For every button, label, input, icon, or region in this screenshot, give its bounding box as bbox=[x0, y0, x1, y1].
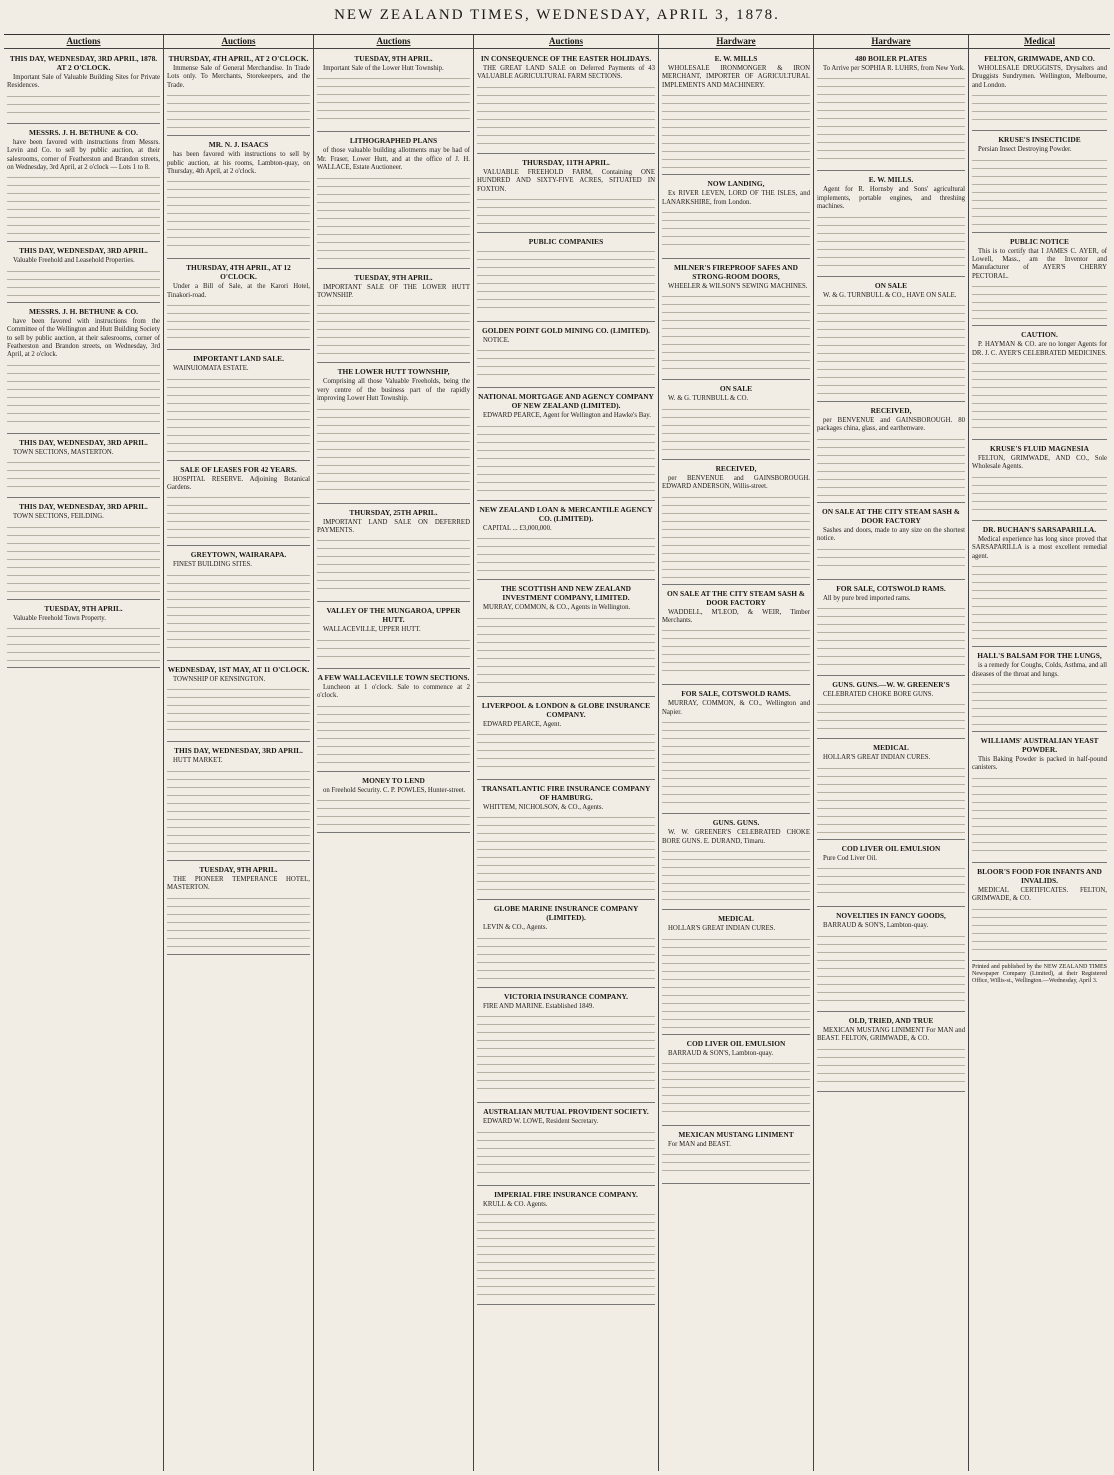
advertisement bbox=[972, 523, 1107, 647]
small-print-lines bbox=[972, 563, 1107, 640]
advertisement bbox=[662, 1128, 810, 1184]
advertisement-heading: MESSRS. J. H. BETHUNE & CO. bbox=[28, 306, 139, 316]
column-heading: Auctions bbox=[4, 35, 163, 49]
advertisement-body: FIRE AND MARINE. Established 1849. bbox=[483, 1002, 595, 1010]
small-print-lines bbox=[477, 935, 655, 981]
advertisement-body: FELTON, GRIMWADE, AND CO., Sole Wholesale Agents. bbox=[972, 455, 1107, 471]
advertisement-heading: THIS DAY, WEDNESDAY, 3RD APRIL. bbox=[174, 746, 303, 756]
advertisement bbox=[317, 134, 470, 268]
advertisement bbox=[662, 912, 810, 1034]
advertisement-body: on Freehold Security. C. P. POWLES, Hunter-street. bbox=[323, 786, 466, 794]
small-print-lines bbox=[317, 537, 470, 595]
advertisement-heading: RECEIVED, bbox=[715, 463, 757, 473]
advertisement bbox=[7, 52, 160, 124]
small-print-lines bbox=[972, 775, 1107, 856]
advertisement-heading: NATIONAL MORTGAGE AND AGENCY COMPANY OF NEW ZEALAND (LIMITED). bbox=[478, 392, 654, 411]
advertisement-heading: WEDNESDAY, 1ST MAY, AT 11 O'CLOCK. bbox=[167, 664, 310, 674]
column-heading: Medical bbox=[969, 35, 1110, 49]
advertisement-body: EDWARD PEARCE, Agent. bbox=[483, 720, 562, 728]
advertisement-body: IMPORTANT SALE OF THE LOWER HUTT TOWNSHIP. bbox=[317, 283, 470, 300]
advertisement-body: W. & G. TURNBULL & CO. bbox=[668, 395, 749, 403]
advertisement bbox=[167, 863, 310, 955]
small-print-lines bbox=[167, 572, 310, 654]
column-2 bbox=[164, 35, 314, 1471]
advertisement-heading: THURSDAY, 4TH APRIL, AT 12 O'CLOCK. bbox=[186, 263, 291, 282]
advertisement-body: LEVIN & CO., Agents. bbox=[483, 924, 548, 932]
advertisement-body: BARRAUD & SON'S, Lambton-quay. bbox=[823, 922, 929, 930]
advertisement-heading: FELTON, GRIMWADE, AND CO. bbox=[984, 54, 1095, 63]
advertisement bbox=[817, 173, 965, 276]
advertisement-heading: MEDICAL bbox=[873, 743, 909, 753]
advertisement-heading: THIS DAY, WEDNESDAY, 3RD APRIL. bbox=[19, 246, 148, 256]
advertisement-heading: ON SALE bbox=[874, 280, 908, 290]
advertisement-body: Sashes and doors, made to any size on the shortest notice. bbox=[817, 526, 965, 543]
advertisement-body: All by pure bred imported rams. bbox=[823, 594, 911, 602]
advertisement-heading: E. W. MILLS. bbox=[868, 175, 914, 185]
advertisement-body: MURRAY, COMMON, & CO., Agents in Wellington. bbox=[483, 604, 631, 612]
advertisement bbox=[817, 741, 965, 839]
small-print-lines bbox=[317, 797, 470, 826]
advertisement bbox=[7, 305, 160, 434]
advertisement-heading: VALLEY OF THE MUNGAROA, UPPER HUTT. bbox=[326, 606, 461, 625]
small-print-lines bbox=[662, 92, 810, 168]
small-print-lines bbox=[167, 494, 310, 539]
advertisement-body: per BENVENUE and GAINSBOROUGH. EDWARD ANDERSON, Willis-street. bbox=[662, 474, 810, 491]
advertisement bbox=[817, 678, 965, 739]
advertisement-body: HOSPITAL RESERVE. Adjoining Botanical Gardens. bbox=[167, 475, 310, 492]
advertisement-body: per BENVENUE and GAINSBOROUGH. 80 packages china, glass, and earthenware. bbox=[817, 417, 965, 433]
advertisement bbox=[477, 235, 655, 322]
advertisement bbox=[817, 1014, 965, 1092]
advertisement-body: have been favored with instructions from the Committee of the Wellington and Hutt Building Society to sell by public auction, at their salesrooms, corner of Featherston and Brandon streets, on Wednesday, 3rd April, at 2 o'clock. bbox=[7, 317, 160, 359]
advertisement-body: TOWN SECTIONS, FEILDING. bbox=[13, 513, 104, 521]
advertisement bbox=[317, 774, 470, 833]
advertisement-heading: FOR SALE, COTSWOLD RAMS. bbox=[836, 583, 946, 593]
column-heading: Auctions bbox=[474, 35, 658, 49]
column-heading: Hardware bbox=[659, 35, 813, 49]
small-print-lines bbox=[477, 731, 655, 773]
advertisement-heading: VICTORIA INSURANCE COMPANY. bbox=[503, 991, 629, 1001]
small-print-lines bbox=[662, 848, 810, 903]
advertisement bbox=[167, 744, 310, 860]
small-print-lines bbox=[317, 75, 470, 125]
advertisement bbox=[477, 699, 655, 780]
small-print-lines bbox=[662, 209, 810, 252]
advertisement-heading: RECEIVED, bbox=[870, 406, 912, 416]
advertisement-heading: OLD, TRIED, AND TRUE bbox=[848, 1015, 934, 1025]
advertisement-heading: NEW ZEALAND LOAN & MERCANTILE AGENCY CO. (LIMITED). bbox=[479, 504, 653, 523]
advertisement-heading: THIS DAY, WEDNESDAY, 3RD APRIL. bbox=[19, 437, 148, 447]
advertisement-heading: SALE OF LEASES FOR 42 YEARS. bbox=[180, 464, 297, 474]
advertisement-heading: THE SCOTTISH AND NEW ZEALAND INVESTMENT COMPANY, LIMITED. bbox=[500, 584, 632, 603]
advertisement bbox=[477, 782, 655, 900]
advertisement-heading: THURSDAY, 25TH APRIL. bbox=[349, 507, 438, 517]
small-print-lines bbox=[477, 248, 655, 315]
advertisement bbox=[972, 442, 1107, 521]
advertisement-heading: DR. BUCHAN'S SARSAPARILLA. bbox=[982, 524, 1097, 534]
small-print-lines bbox=[662, 627, 810, 678]
newspaper-columns bbox=[4, 34, 1110, 1471]
advertisement bbox=[317, 271, 470, 364]
advertisement-body: WHOLESALE DRUGGISTS, Drysalters and Druggists Sundrymen. Wellington, Melbourne, and London. bbox=[972, 65, 1107, 89]
advertisement-body: Luncheon at 1 o'clock. Sale to commence at 2 o'clock. bbox=[317, 683, 470, 700]
advertisement-heading: GLOBE MARINE INSURANCE COMPANY (LIMITED). bbox=[493, 904, 639, 923]
advertisement-body: W. W. GREENER'S CELEBRATED CHOKE BORE GUNS. E. DURAND, Timaru. bbox=[662, 829, 810, 845]
advertisement-body: is a remedy for Coughs, Colds, Asthma, and all diseases of the throat and lungs. bbox=[972, 662, 1107, 678]
small-print-lines bbox=[817, 546, 965, 573]
small-print-lines bbox=[7, 625, 160, 661]
advertisement-body: Agent for R. Hornsby and Sons' agricultural implements, portable engines, and threshing machines. bbox=[817, 186, 965, 211]
column-heading: Auctions bbox=[314, 35, 473, 49]
small-print-lines bbox=[167, 686, 310, 735]
advertisement bbox=[662, 382, 810, 459]
advertisement bbox=[477, 582, 655, 696]
advertisement-heading: PUBLIC COMPANIES bbox=[528, 237, 604, 247]
small-print-lines bbox=[7, 268, 160, 296]
advertisement-heading: IMPORTANT LAND SALE. bbox=[193, 354, 284, 364]
advertisement bbox=[167, 261, 310, 350]
column-5 bbox=[659, 35, 814, 1471]
advertisement-heading: TUESDAY, 9TH APRIL. bbox=[354, 272, 433, 282]
advertisement bbox=[167, 463, 310, 547]
advertisement-body: TOWNSHIP OF KENSINGTON. bbox=[173, 675, 266, 683]
small-print-lines bbox=[662, 936, 810, 1028]
advertisement-heading: PUBLIC NOTICE bbox=[1010, 236, 1069, 246]
advertisement bbox=[7, 126, 160, 243]
column-6 bbox=[814, 35, 969, 1471]
advertisement bbox=[477, 1188, 655, 1305]
advertisement-body: Immense Sale of General Merchandise. In Trade Lots only. To Merchants, Storekeepers, and the Trade. bbox=[167, 65, 310, 89]
advertisement-body: HOLLAR'S GREAT INDIAN CURES. bbox=[823, 754, 931, 762]
advertisement-body: Comprising all those Valuable Freeholds, being the very centre of the business part of the rapidly improving Lower Hutt Township. bbox=[317, 378, 470, 403]
advertisement bbox=[477, 156, 655, 233]
column-4 bbox=[474, 35, 659, 1471]
advertisement-heading: WILLIAMS' AUSTRALIAN YEAST POWDER. bbox=[980, 735, 1099, 754]
advertisement bbox=[317, 506, 470, 603]
small-print-lines bbox=[167, 895, 310, 948]
advertisement-heading: TUESDAY, 9TH APRIL. bbox=[354, 54, 433, 63]
advertisement bbox=[662, 52, 810, 175]
advertisement-heading: A FEW WALLACEVILLE TOWN SECTIONS. bbox=[317, 672, 470, 682]
advertisement-heading: E. W. MILLS bbox=[714, 54, 758, 63]
advertisement-body: MEXICAN MUSTANG LINIMENT For MAN and BEAST. FELTON, GRIMWADE, & CO. bbox=[817, 1026, 965, 1043]
small-print-lines bbox=[317, 637, 470, 662]
advertisement bbox=[662, 1037, 810, 1126]
advertisement-heading: LIVERPOOL & LONDON & GLOBE INSURANCE COMPANY. bbox=[481, 700, 651, 719]
advertisement-body: P. HAYMAN & CO. are no longer Agents for DR. J. C. AYER'S CELEBRATED MEDICINES. bbox=[972, 341, 1107, 357]
advertisement-body: To Arrive per SOPHIA R. LUHRS, from New York. bbox=[823, 65, 965, 72]
advertisement-body: HUTT MARKET. bbox=[173, 757, 223, 765]
advertisement bbox=[817, 582, 965, 676]
advertisement-heading: MR. N. J. ISAACS bbox=[208, 140, 269, 150]
small-print-lines bbox=[817, 605, 965, 669]
small-print-lines bbox=[477, 615, 655, 690]
small-print-lines bbox=[7, 93, 160, 117]
small-print-lines bbox=[972, 474, 1107, 514]
advertisement bbox=[972, 734, 1107, 863]
advertisement bbox=[477, 390, 655, 500]
advertisement-heading: COD LIVER OIL EMULSION bbox=[686, 1038, 786, 1048]
advertisement bbox=[317, 365, 470, 503]
small-print-lines bbox=[662, 719, 810, 807]
advertisement bbox=[167, 352, 310, 460]
advertisement-heading: ON SALE AT THE CITY STEAM SASH & DOOR FACTORY bbox=[667, 588, 805, 607]
advertisement-body: EDWARD PEARCE, Agent for Wellington and Hawke's Bay. bbox=[483, 412, 651, 420]
advertisement bbox=[817, 909, 965, 1011]
small-print-lines bbox=[817, 865, 965, 900]
advertisement bbox=[817, 842, 965, 907]
small-print-lines bbox=[7, 362, 160, 427]
advertisement-body: FINEST BUILDING SITES. bbox=[173, 561, 252, 569]
advertisement-body: WHOLESALE IRONMONGER & IRON MERCHANT, IMPORTER OF AGRICULTURAL IMPLEMENTS AND MACHINERY. bbox=[662, 65, 810, 89]
advertisement-heading: THIS DAY, WEDNESDAY, 3RD APRIL. bbox=[19, 502, 148, 512]
small-print-lines bbox=[167, 376, 310, 454]
small-print-lines bbox=[477, 1013, 655, 1096]
small-print-lines bbox=[817, 933, 965, 1005]
advertisement bbox=[477, 1105, 655, 1185]
advertisement bbox=[972, 865, 1107, 961]
small-print-lines bbox=[817, 1046, 965, 1085]
advertisement bbox=[477, 503, 655, 580]
advertisement-heading: MEDICAL bbox=[718, 914, 754, 924]
advertisement-heading: TUESDAY, 9TH APRIL. bbox=[199, 864, 278, 874]
advertisement-body: IMPORTANT LAND SALE ON DEFERRED PAYMENTS. bbox=[317, 518, 470, 535]
small-print-lines bbox=[817, 436, 965, 496]
small-print-lines bbox=[317, 703, 470, 765]
small-print-lines bbox=[662, 1151, 810, 1177]
advertisement-heading: THE LOWER HUTT TOWNSHIP, bbox=[337, 367, 450, 377]
advertisement bbox=[662, 816, 810, 910]
small-print-lines bbox=[817, 302, 965, 395]
advertisement-body: Valuable Freehold Town Property. bbox=[13, 614, 106, 622]
small-print-lines bbox=[317, 302, 470, 356]
advertisement-body: This is to certify that I JAMES C. AYER, of Lowell, Mass., am the Inventor and Manufacturer of AYER'S CHERRY PECTORAL. bbox=[972, 247, 1107, 280]
advertisement bbox=[7, 436, 160, 498]
advertisement bbox=[167, 548, 310, 660]
advertisement-body: MURRAY, COMMON, & CO., Wellington and Napier. bbox=[662, 700, 810, 716]
column-3 bbox=[314, 35, 474, 1471]
advertisement-body: TOWN SECTIONS, MASTERTON. bbox=[13, 448, 114, 456]
advertisement bbox=[662, 587, 810, 686]
small-print-lines bbox=[477, 347, 655, 381]
advertisement bbox=[817, 505, 965, 580]
advertisement-body: WALLACEVILLE, UPPER HUTT. bbox=[323, 626, 421, 634]
advertisement-heading: TUESDAY, 9TH APRIL. bbox=[44, 603, 123, 613]
small-print-lines bbox=[7, 174, 160, 235]
small-print-lines bbox=[817, 765, 965, 833]
advertisement-body: This Baking Powder is packed in half-pound canisters. bbox=[972, 755, 1107, 772]
advertisement bbox=[7, 244, 160, 302]
advertisement-heading: MEXICAN MUSTANG LINIMENT bbox=[678, 1129, 794, 1139]
advertisement-heading: MILNER'S FIREPROOF SAFES AND STRONG-ROOM DOORS, bbox=[674, 263, 798, 282]
advertisement bbox=[317, 604, 470, 668]
advertisement-heading: COD LIVER OIL EMULSION bbox=[841, 843, 941, 853]
advertisement-body: Valuable Freehold and Leasehold Properties. bbox=[13, 257, 135, 265]
small-print-lines bbox=[662, 293, 810, 373]
advertisement-heading: LITHOGRAPHED PLANS bbox=[349, 136, 438, 146]
advertisement bbox=[972, 235, 1107, 327]
small-print-lines bbox=[317, 175, 470, 262]
small-print-lines bbox=[477, 84, 655, 147]
advertisement bbox=[662, 462, 810, 585]
small-print-lines bbox=[7, 524, 160, 593]
advertisement bbox=[662, 261, 810, 380]
advertisement bbox=[972, 133, 1107, 232]
advertisement bbox=[167, 663, 310, 742]
advertisement-heading: CAUTION. bbox=[1021, 330, 1058, 340]
advertisement-body: CAPITAL ... £3,000,000. bbox=[483, 524, 552, 532]
small-print-lines bbox=[167, 768, 310, 854]
advertisement bbox=[817, 404, 965, 503]
advertisement-body: HOLLAR'S GREAT INDIAN CURES. bbox=[668, 925, 776, 933]
advertisement-heading: TRANSATLANTIC FIRE INSURANCE COMPANY OF HAMBURG. bbox=[481, 784, 651, 803]
advertisement bbox=[662, 177, 810, 259]
small-print-lines bbox=[972, 906, 1107, 954]
small-print-lines bbox=[817, 701, 965, 732]
advertisement-body: Important Sale of Valuable Building Sites for Private Residences. bbox=[7, 74, 160, 90]
advertisement-body: Medical experience has long since proved that SARSAPARILLA is a most excellent remedial agent. bbox=[972, 535, 1107, 560]
advertisement bbox=[972, 649, 1107, 732]
advertisement bbox=[477, 902, 655, 987]
advertisement-body: THE GREAT LAND SALE on Deferred Payments of 43 VALUABLE AGRICULTURAL FARM SECTIONS. bbox=[477, 65, 655, 81]
advertisement bbox=[167, 52, 310, 136]
small-print-lines bbox=[972, 157, 1107, 226]
small-print-lines bbox=[972, 92, 1107, 124]
advertisement-heading: GREYTOWN, WAIRARAPA. bbox=[190, 550, 287, 560]
advertisement-heading: GUNS. GUNS.—W. W. GREENER'S bbox=[832, 680, 950, 690]
column-heading: Hardware bbox=[814, 35, 968, 49]
column-heading: Auctions bbox=[164, 35, 313, 49]
advertisement-body: NOTICE. bbox=[483, 337, 510, 345]
advertisement-heading: HALL'S BALSAM FOR THE LUNGS, bbox=[977, 651, 1102, 661]
advertisement-body: Under a Bill of Sale, at the Karori Hotel, Tinakori-road. bbox=[167, 283, 310, 299]
advertisement-body: Persian Insect Destroying Powder. bbox=[978, 146, 1072, 154]
advertisement-heading: GOLDEN POINT GOLD MINING CO. (LIMITED). bbox=[481, 326, 650, 336]
advertisement bbox=[817, 279, 965, 402]
small-print-lines bbox=[662, 406, 810, 453]
small-print-lines bbox=[817, 75, 965, 164]
advertisement-body: CELEBRATED CHOKE BORE GUNS. bbox=[823, 691, 934, 699]
advertisement-body: THE PIONEER TEMPERANCE HOTEL, MASTERTON. bbox=[167, 875, 310, 892]
small-print-lines bbox=[972, 283, 1107, 319]
advertisement-body: Pure Cod Liver Oil. bbox=[823, 854, 877, 862]
advertisement bbox=[477, 52, 655, 154]
small-print-lines bbox=[477, 196, 655, 226]
advertisement-heading: IN CONSEQUENCE OF THE EASTER HOLIDAYS. bbox=[480, 54, 652, 63]
advertisement-body: MEDICAL CERTIFICATES. FELTON, GRIMWADE, & CO. bbox=[972, 886, 1107, 903]
advertisement-heading: GUNS. GUNS. bbox=[712, 818, 760, 828]
advertisement-body: Ex RIVER LEVEN, LORD OF THE ISLES, and LANARKSHIRE, from London. bbox=[662, 190, 810, 206]
advertisement-body: KRULL & CO. Agents. bbox=[483, 1200, 548, 1208]
small-print-lines bbox=[662, 1060, 810, 1119]
advertisement bbox=[817, 52, 965, 171]
advertisement-heading: MONEY TO LEND bbox=[362, 775, 425, 785]
advertisement-body: W. & G. TURNBULL & CO., HAVE ON SALE. bbox=[823, 291, 957, 299]
small-print-lines bbox=[477, 535, 655, 573]
advertisement-heading: NOW LANDING, bbox=[707, 179, 765, 189]
advertisement bbox=[167, 138, 310, 259]
small-print-lines bbox=[167, 92, 310, 129]
column-7 bbox=[969, 35, 1110, 1471]
advertisement-body: WADDELL, M'LEOD, & WEIR, Timber Merchants. bbox=[662, 608, 810, 625]
small-print-lines bbox=[972, 360, 1107, 433]
column-1 bbox=[4, 35, 164, 1471]
advertisement-body: has been favored with instructions to sell by public auction, at his rooms, Lambton-quay, on Thursday, 4th April, at 2 o'clock. bbox=[167, 151, 310, 176]
advertisement bbox=[972, 52, 1107, 131]
advertisement-heading: THURSDAY, 11TH APRIL. bbox=[522, 157, 610, 167]
small-print-lines bbox=[477, 814, 655, 893]
advertisement-heading: 480 BOILER PLATES bbox=[855, 54, 927, 63]
small-print-lines bbox=[477, 1129, 655, 1179]
small-print-lines bbox=[972, 681, 1107, 725]
advertisement-body: have been favored with instructions from Messrs. Levin and Co. to sell by public auction, at their salesrooms, corner of Featherston and Brandon streets, on Wednesday, 3rd April, at 2 o'clock — Lots 1 to 8. bbox=[7, 138, 160, 172]
advertisement bbox=[972, 328, 1107, 440]
advertisement bbox=[7, 500, 160, 599]
small-print-lines bbox=[167, 302, 310, 343]
advertisement-heading: FOR SALE, COTSWOLD RAMS. bbox=[681, 689, 791, 699]
advertisement-heading: ON SALE AT THE CITY STEAM SASH & DOOR FACTORY bbox=[822, 506, 960, 525]
advertisement-heading: IMPERIAL FIRE INSURANCE COMPANY. bbox=[494, 1189, 638, 1199]
advertisement-heading: KRUSE'S INSECTICIDE bbox=[998, 135, 1081, 145]
small-print-lines bbox=[7, 459, 160, 491]
small-print-lines bbox=[817, 214, 965, 270]
advertisement-heading: THIS DAY, WEDNESDAY, 3RD APRIL, 1878. AT 2 O'CLOCK. bbox=[9, 54, 158, 72]
publisher-footer: Printed and published by the NEW ZEALAND TIMES Newspaper Company (Limited), at their Registered Office, Willis-st., Wellington.—Wednesday, April 3. bbox=[972, 963, 1107, 984]
small-print-lines bbox=[167, 178, 310, 252]
advertisement-heading: AUSTRALIAN MUTUAL PROVIDENT SOCIETY. bbox=[483, 1107, 649, 1117]
advertisement bbox=[7, 602, 160, 668]
advertisement-body: VALUABLE FREEHOLD FARM, Containing ONE HUNDRED AND SIXTY-FIVE ACRES, SITUATED IN FOXTON. bbox=[477, 168, 655, 193]
advertisement-body: Important Sale of the Lower Hutt Township. bbox=[323, 65, 444, 72]
advertisement-heading: MESSRS. J. H. BETHUNE & CO. bbox=[28, 127, 139, 137]
advertisement-body: WAINUIOMATA ESTATE. bbox=[173, 365, 249, 373]
advertisement-heading: ON SALE bbox=[719, 384, 753, 394]
small-print-lines bbox=[317, 406, 470, 497]
small-print-lines bbox=[477, 1211, 655, 1298]
advertisement bbox=[662, 687, 810, 814]
advertisement-heading: THURSDAY, 4TH APRIL, AT 2 O'CLOCK. bbox=[168, 54, 309, 63]
advertisement-heading: NOVELTIES IN FANCY GOODS, bbox=[836, 911, 946, 921]
advertisement bbox=[317, 671, 470, 772]
advertisement-body: BARRAUD & SON'S, Lambton-quay. bbox=[668, 1049, 774, 1057]
advertisement-body: of those valuable building allotments may be had of Mr. Fraser, Lower Hutt, and at the office of J. H. WALLACE, Estate Auctioneer. bbox=[317, 147, 470, 172]
small-print-lines bbox=[662, 494, 810, 578]
advertisement-body: EDWARD W. LOWE, Resident Secretary. bbox=[483, 1118, 599, 1126]
advertisement-heading: BLOOR'S FOOD FOR INFANTS AND INVALIDS. bbox=[977, 866, 1102, 885]
small-print-lines bbox=[477, 423, 655, 494]
advertisement-body: WHITTEM, NICHOLSON, & CO., Agents. bbox=[483, 804, 604, 812]
advertisement-body: WHEELER & WILSON'S SEWING MACHINES. bbox=[668, 283, 808, 291]
advertisement bbox=[317, 52, 470, 132]
advertisement bbox=[477, 324, 655, 388]
advertisement-heading: KRUSE'S FLUID MAGNESIA bbox=[990, 444, 1089, 454]
advertisement-body: For MAN and BEAST. bbox=[668, 1140, 731, 1148]
advertisement bbox=[477, 990, 655, 1103]
newspaper-masthead: NEW ZEALAND TIMES, WEDNESDAY, APRIL 3, 1878. bbox=[334, 7, 780, 23]
